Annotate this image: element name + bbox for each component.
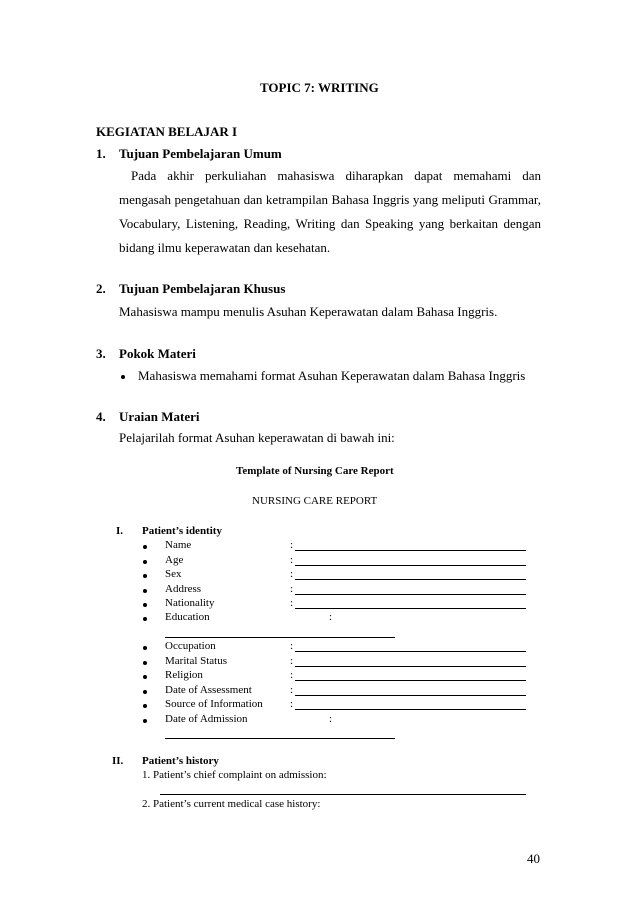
field-nationality-colon: : [290, 597, 294, 609]
field-date-of-assessment-colon: : [290, 684, 294, 696]
section-1-heading: Tujuan Pembelajaran Umum [119, 146, 282, 161]
field-source-of-information-label: Source of Information [165, 698, 263, 710]
history-heading: Patient’s history [142, 755, 219, 767]
field-address-blank[interactable] [295, 594, 526, 595]
field-marital-status-label: Marital Status [165, 655, 228, 667]
field-source-of-information-colon: : [290, 698, 294, 710]
field-marital-status-colon: : [290, 655, 294, 667]
section-3-heading: Pokok Materi [119, 346, 196, 361]
bullet-icon [143, 646, 147, 650]
field-religion-blank[interactable] [295, 680, 526, 681]
field-religion-label: Religion [165, 669, 203, 681]
activity-heading: KEGIATAN BELAJAR I [96, 124, 238, 139]
field-age-blank[interactable] [295, 565, 526, 566]
field-age-label: Age [165, 554, 184, 566]
field-date-of-admission-blank[interactable] [165, 738, 395, 739]
field-date-of-admission-label: Date of Admission [165, 713, 248, 725]
bullet-icon [143, 574, 147, 578]
field-occupation-blank[interactable] [295, 651, 526, 652]
history-item-1-blank[interactable] [160, 794, 526, 795]
history-item-2: 2. Patient’s current medical case history: [142, 798, 321, 810]
section-3-number: 3. [96, 346, 106, 361]
field-nationality-label: Nationality [165, 597, 215, 609]
field-occupation-label: Occupation [165, 640, 216, 652]
section-1-line-4: bidang ilmu keperawatan dan kesehatan. [119, 240, 331, 255]
field-education-blank[interactable] [165, 637, 395, 638]
bullet-icon [143, 661, 147, 665]
bullet-icon [143, 545, 147, 549]
section-2-heading: Tujuan Pembelajaran Khusus [119, 281, 286, 296]
section-2-text: Mahasiswa mampu menulis Asuhan Keperawatan dalam Bahasa Inggris. [119, 304, 498, 319]
section-2-number: 2. [96, 281, 106, 296]
field-date-of-assessment-blank[interactable] [295, 695, 526, 696]
field-marital-status-blank[interactable] [295, 666, 526, 667]
bullet-icon [143, 675, 147, 679]
field-name-label: Name [165, 539, 192, 551]
template-caption: Template of Nursing Care Report [236, 465, 394, 477]
history-item-1: 1. Patient’s chief complaint on admission: [142, 769, 327, 781]
section-1-number: 1. [96, 146, 106, 161]
section-4-text: Pelajarilah format Asuhan keperawatan di bawah ini: [119, 430, 395, 445]
bullet-icon [143, 603, 147, 607]
section-4-heading: Uraian Materi [119, 409, 200, 424]
page-title: TOPIC 7: WRITING [260, 80, 379, 95]
history-numeral: II. [112, 755, 124, 767]
bullet-icon [143, 589, 147, 593]
bullet-icon [143, 704, 147, 708]
field-sex-label: Sex [165, 568, 182, 580]
section-1-line-3: Vocabulary, Listening, Reading, Writing dan Speaking yang berkaitan dengan [119, 216, 541, 231]
report-title: NURSING CARE REPORT [252, 495, 378, 507]
section-4-number: 4. [96, 409, 106, 424]
identity-heading: Patient’s identity [142, 525, 222, 537]
bullet-icon [143, 719, 147, 723]
field-date-of-admission-colon: : [329, 713, 333, 725]
field-nationality-blank[interactable] [295, 608, 526, 609]
field-education-colon: : [329, 611, 333, 623]
field-education-label: Education [165, 611, 210, 623]
field-address-colon: : [290, 583, 294, 595]
field-source-of-information-blank[interactable] [295, 709, 526, 710]
bullet-icon [143, 617, 147, 621]
field-occupation-colon: : [290, 640, 294, 652]
field-sex-colon: : [290, 568, 294, 580]
field-age-colon: : [290, 554, 294, 566]
field-sex-blank[interactable] [295, 579, 526, 580]
identity-numeral: I. [116, 525, 124, 537]
field-religion-colon: : [290, 669, 294, 681]
field-date-of-assessment-label: Date of Assessment [165, 684, 252, 696]
field-name-colon: : [290, 539, 294, 551]
bullet-icon [143, 560, 147, 564]
section-1-line-1: Pada akhir perkuliahan mahasiswa diharapkan dapat memahami dan [131, 168, 541, 183]
bullet-icon [121, 375, 125, 379]
section-3-bullet: Mahasiswa memahami format Asuhan Keperawatan dalam Bahasa Inggris [138, 368, 526, 383]
field-name-blank[interactable] [295, 550, 526, 551]
page-number: 40 [527, 851, 540, 866]
section-1-line-2: mengasah pengetahuan dan ketrampilan Bahasa Inggris yang meliputi Grammar, [119, 192, 541, 207]
bullet-icon [143, 690, 147, 694]
field-address-label: Address [165, 583, 202, 595]
